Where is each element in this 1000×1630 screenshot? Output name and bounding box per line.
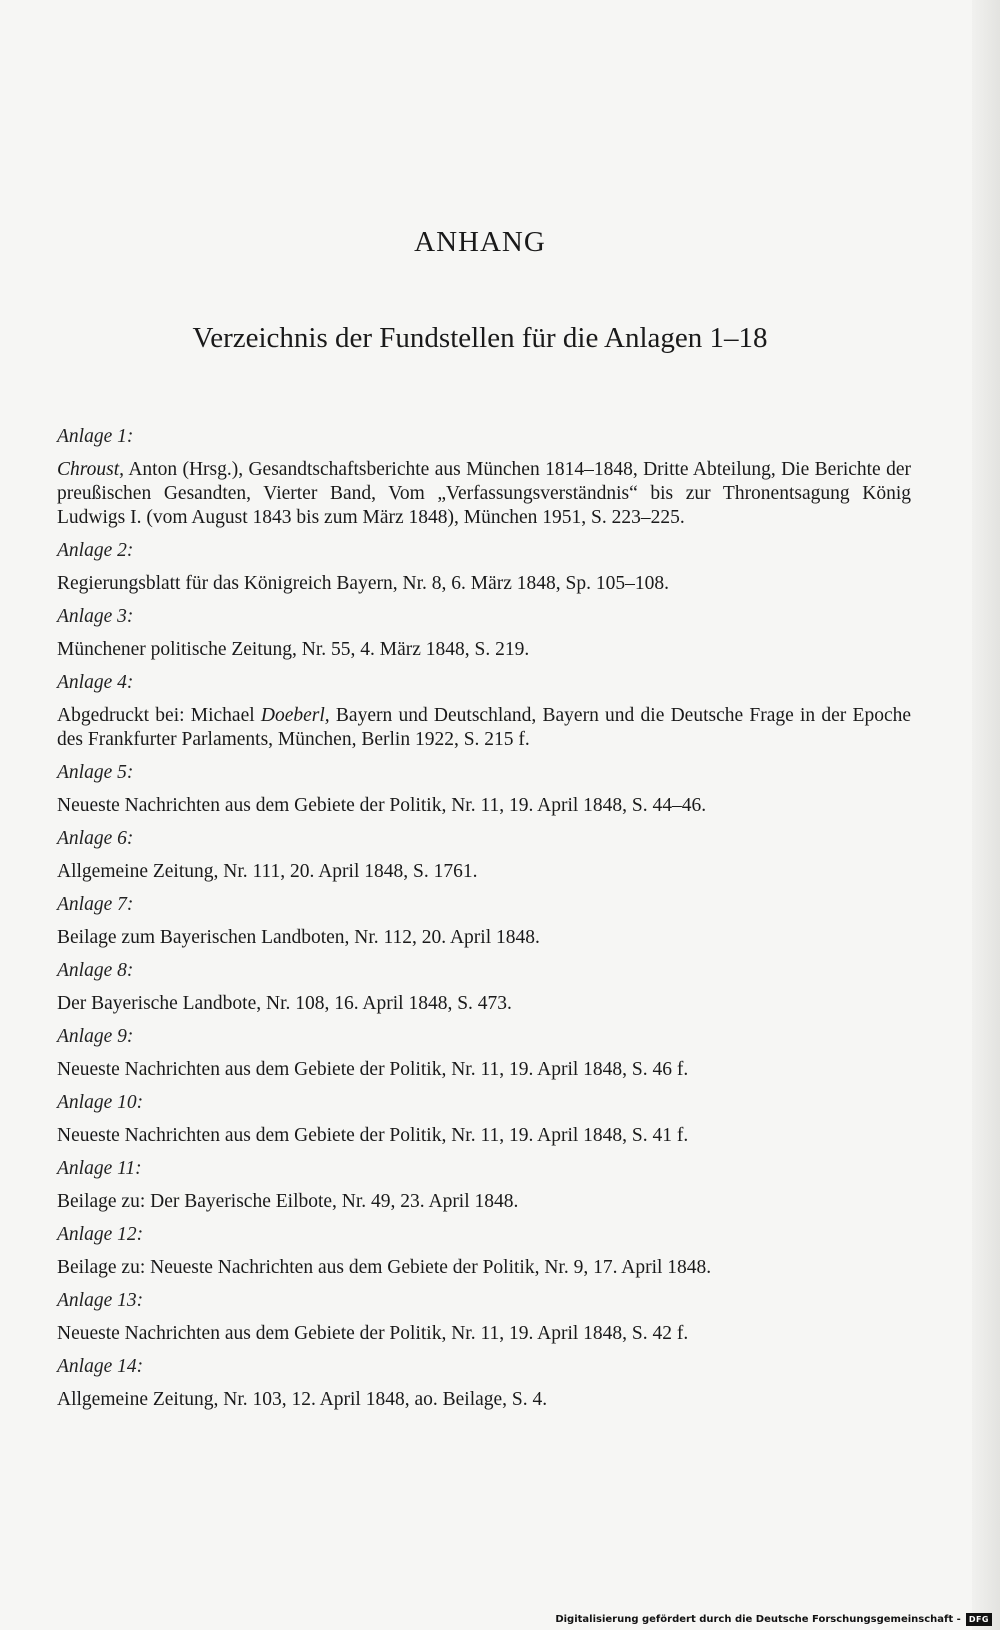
entry-prefix: Abgedruckt bei: Michael <box>57 705 261 726</box>
entry-label: Anlage 4: <box>57 672 134 693</box>
entry-text: Neueste Nachrichten aus dem Gebiete der Politik, Nr. 11, 19. April 1848, S. 46 f. <box>57 1059 689 1080</box>
entry-text: Münchener politische Zeitung, Nr. 55, 4. März 1848, S. 219. <box>57 639 530 660</box>
entry-text: Beilage zu: Der Bayerische Eilbote, Nr. 49, 23. April 1848. <box>57 1191 519 1212</box>
entry-label: Anlage 2: <box>57 540 134 561</box>
entry-label: Anlage 8: <box>57 960 134 981</box>
entry-label: Anlage 10: <box>57 1092 144 1113</box>
entry-text-body: Bayern und Deutschland, Bayern und die Deutsche Frage in der Epoche des Frankfurter Parlaments, München, Berlin 1922, S. 215 f. <box>57 705 912 750</box>
entry-label: Anlage 3: <box>57 606 134 627</box>
entry-label: Anlage 12: <box>57 1224 144 1245</box>
entry-author: Chroust, <box>57 459 125 480</box>
entry-label: Anlage 7: <box>57 894 134 915</box>
entry-text: Neueste Nachrichten aus dem Gebiete der Politik, Nr. 11, 19. April 1848, S. 41 f. <box>57 1125 689 1146</box>
entry-anlage-1 <box>57 424 911 530</box>
entry-anlage-11 <box>57 1156 911 1214</box>
entry-anlage-10 <box>57 1090 911 1148</box>
entry-text <box>57 458 911 530</box>
entry-label: Anlage 11: <box>57 1158 142 1179</box>
entry-list <box>57 424 911 1420</box>
entry-anlage-3 <box>57 604 911 662</box>
entry-anlage-9 <box>57 1024 911 1082</box>
digitization-credit <box>555 1613 992 1626</box>
entry-anlage-13 <box>57 1288 911 1346</box>
entry-anlage-8 <box>57 958 911 1016</box>
entry-anlage-14 <box>57 1354 911 1412</box>
entry-text: Neueste Nachrichten aus dem Gebiete der Politik, Nr. 11, 19. April 1848, S. 42 f. <box>57 1323 689 1344</box>
credit-text: Digitalisierung gefördert durch die Deutsche Forschungsgemeinschaft - <box>555 1614 961 1625</box>
entry-text: Allgemeine Zeitung, Nr. 111, 20. April 1848, S. 1761. <box>57 861 478 882</box>
entry-text: Beilage zu: Neueste Nachrichten aus dem Gebiete der Politik, Nr. 9, 17. April 1848. <box>57 1257 712 1278</box>
entry-label: Anlage 9: <box>57 1026 134 1047</box>
entry-label: Anlage 13: <box>57 1290 144 1311</box>
entry-text: Beilage zum Bayerischen Landboten, Nr. 112, 20. April 1848. <box>57 927 540 948</box>
entry-label: Anlage 6: <box>57 828 134 849</box>
entry-anlage-5 <box>57 760 911 818</box>
entry-text-body: Anton (Hrsg.), Gesandtschaftsberichte aus München 1814–1848, Dritte Abteilung, Die Berichte der preußischen Gesandten, Vierter Band, Vom „Verfassungsverständnis“ bis zur Thronentsagung König Ludwigs I. (vom August 1843 bis zum März 1848), München 1951, S. 223–225. <box>57 459 911 528</box>
entry-label: Anlage 14: <box>57 1356 144 1377</box>
entry-text: Der Bayerische Landbote, Nr. 108, 16. April 1848, S. 473. <box>57 993 512 1014</box>
entry-anlage-4 <box>57 670 911 752</box>
entry-anlage-7 <box>57 892 911 950</box>
page-heading: ANHANG <box>414 226 546 258</box>
entry-text: Neueste Nachrichten aus dem Gebiete der Politik, Nr. 11, 19. April 1848, S. 44–46. <box>57 795 707 816</box>
entry-text: Allgemeine Zeitung, Nr. 103, 12. April 1848, ao. Beilage, S. 4. <box>57 1389 548 1410</box>
page-subheading: Verzeichnis der Fundstellen für die Anlagen 1–18 <box>192 322 768 354</box>
entry-text: Regierungsblatt für das Königreich Bayern, Nr. 8, 6. März 1848, Sp. 105–108. <box>57 573 669 594</box>
entry-author: Doeberl, <box>260 705 330 726</box>
entry-text <box>57 704 911 752</box>
page-edge <box>972 0 1000 1630</box>
entry-label: Anlage 1: <box>57 426 134 447</box>
entry-anlage-6 <box>57 826 911 884</box>
dfg-logo-icon: DFG <box>966 1613 992 1626</box>
entry-anlage-2 <box>57 538 911 596</box>
entry-label: Anlage 5: <box>57 762 134 783</box>
entry-anlage-12 <box>57 1222 911 1280</box>
